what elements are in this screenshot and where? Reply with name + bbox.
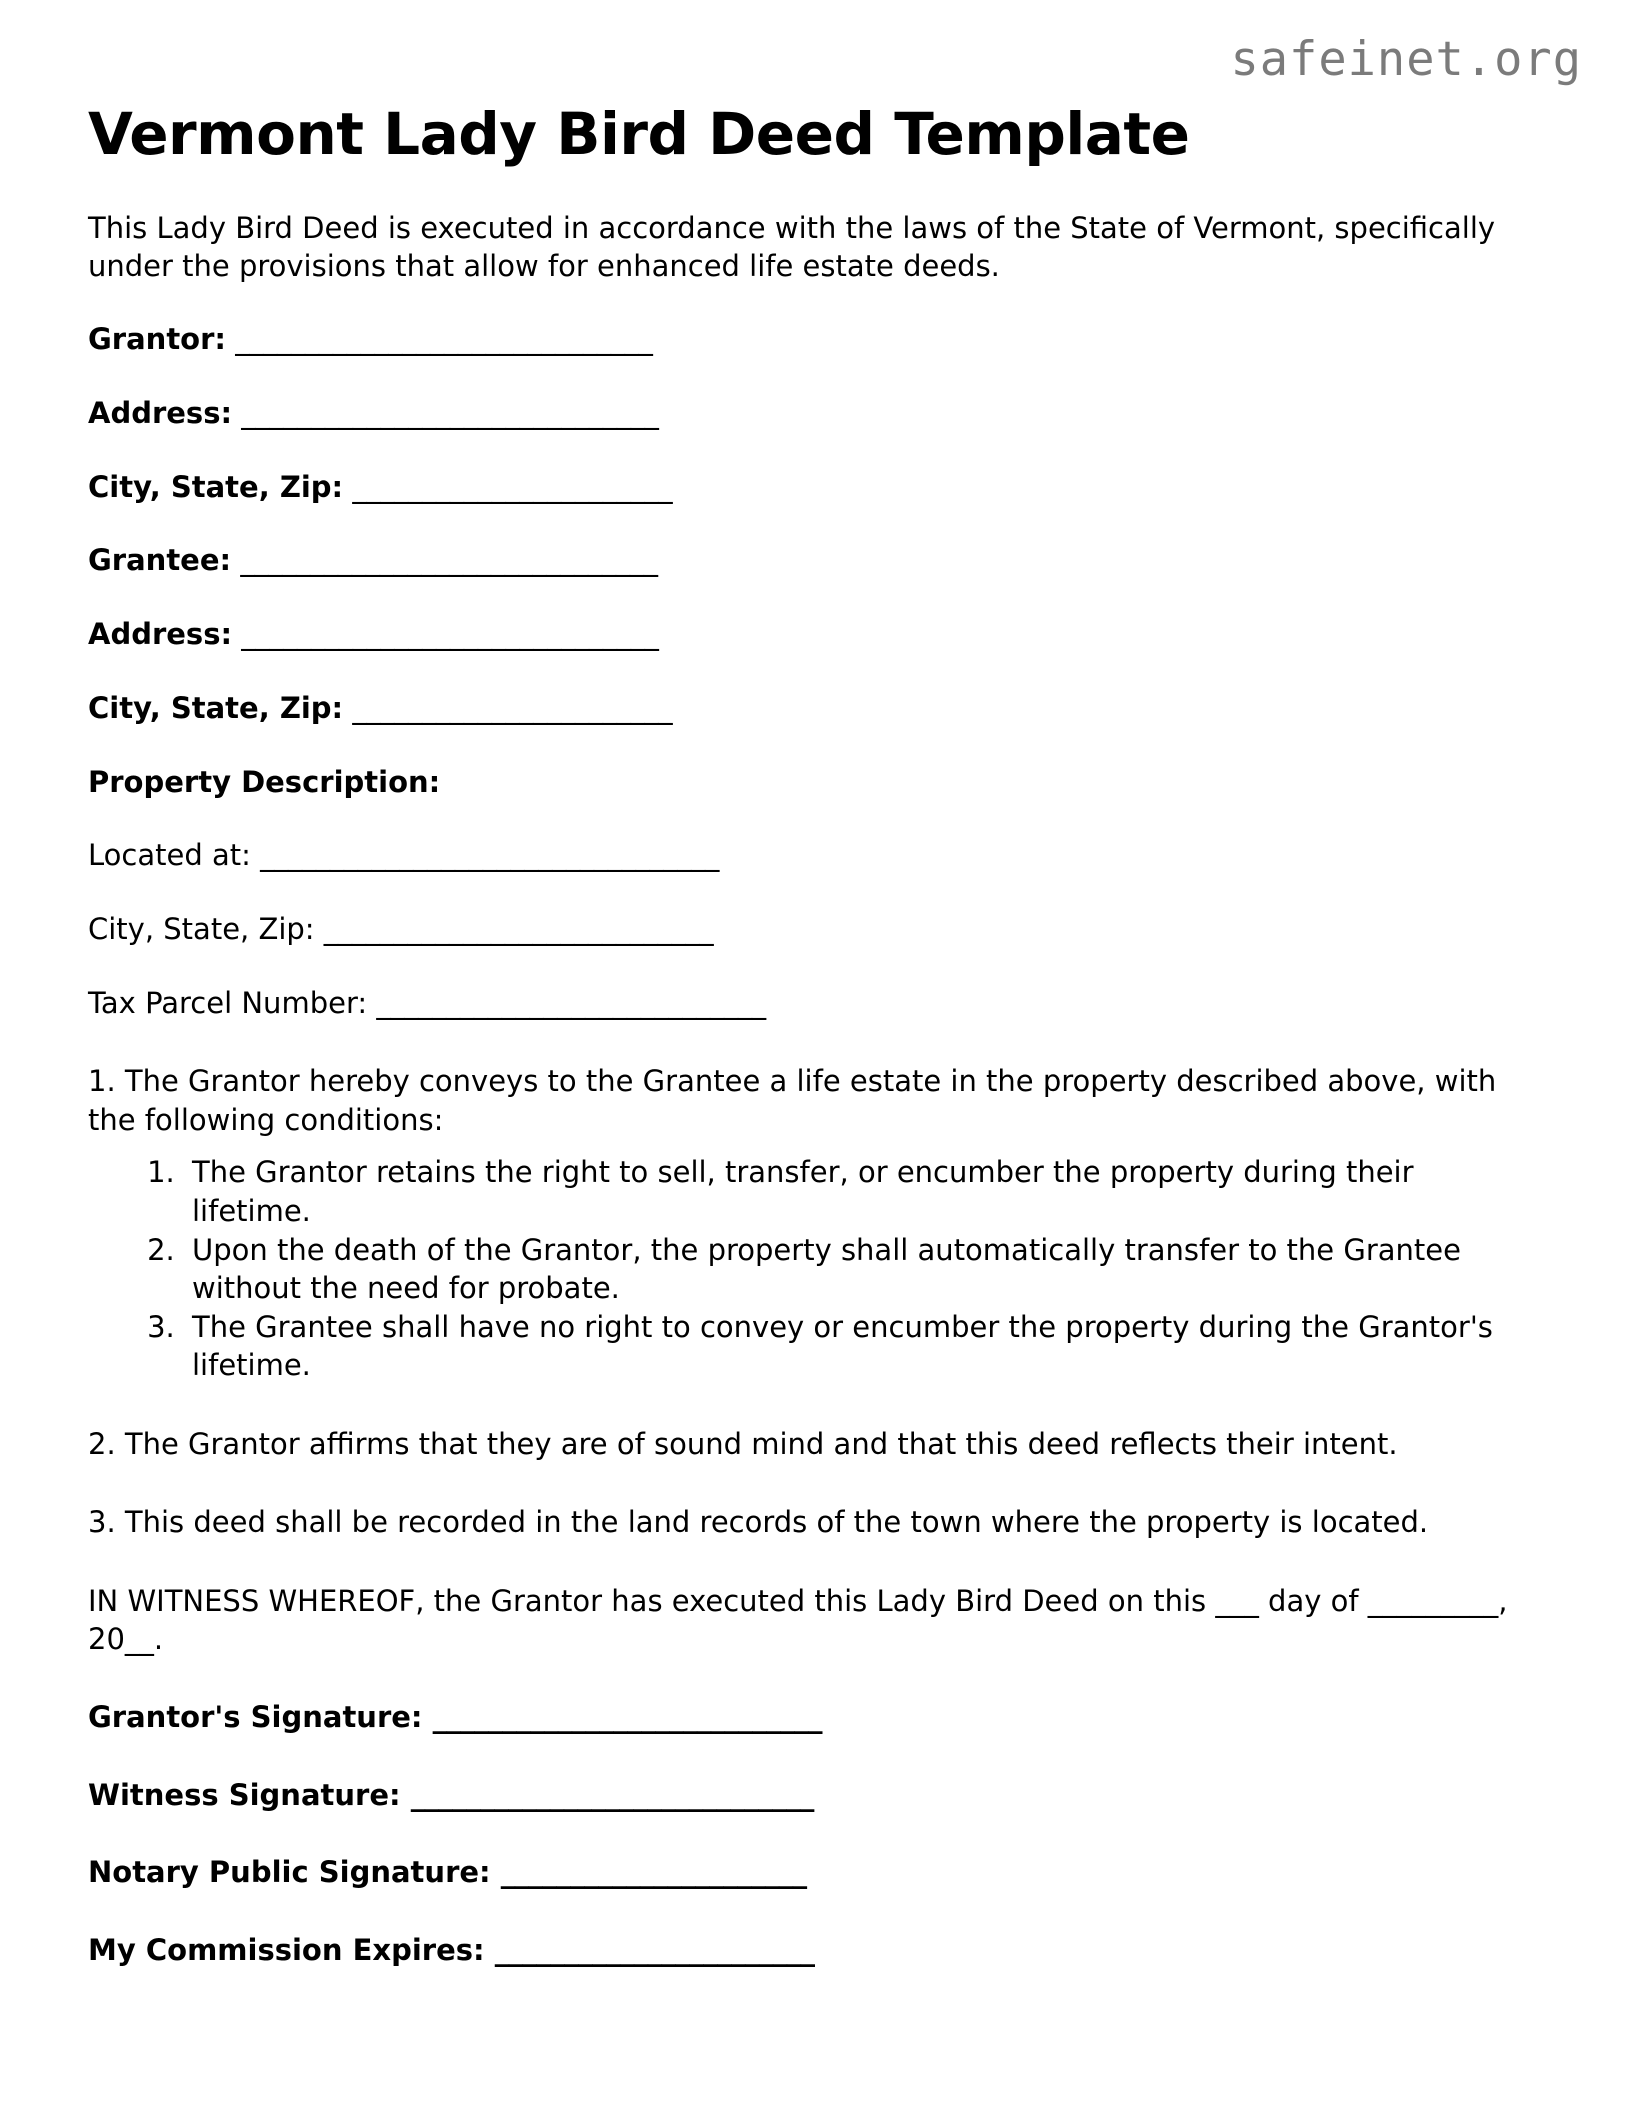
field-label-grantor-address: Address: — [88, 396, 233, 431]
field-label-grantor: Grantor: — [88, 322, 227, 357]
field-row-grantor-address — [88, 359, 1510, 433]
field-label-grantee: Grantee: — [88, 543, 232, 578]
intro-paragraph: This Lady Bird Deed is executed in accordance with the laws of the State of Vermont, specifically under the provisions that allow for enhanced life estate deeds. — [88, 210, 1496, 284]
field-blank-witness-signature[interactable]: _____________________________ — [410, 1777, 814, 1812]
field-label-grantee-address: Address: — [88, 617, 233, 652]
field-blank-grantee-address[interactable]: ______________________________ — [241, 617, 659, 652]
field-label-grantor-city-state-zip: City, State, Zip: — [88, 469, 344, 504]
field-label-tax-parcel-number: Tax Parcel Number: — [88, 985, 368, 1020]
field-row-witness-signature — [88, 1737, 1510, 1815]
property-description-heading: Property Description: — [88, 764, 441, 799]
field-blank-grantee[interactable]: ______________________________ — [240, 543, 658, 578]
field-blank-grantor-address[interactable]: ______________________________ — [241, 396, 659, 431]
list-item: 2. Upon the death of the Grantor, the property shall automatically transfer to the Grantee without the need for probate. — [184, 1231, 1510, 1308]
field-row-grantee-address — [88, 580, 1510, 654]
clause-1-conditions-list — [88, 1139, 1510, 1384]
field-row-grantor-signature — [88, 1659, 1510, 1737]
field-row-commission-expires — [88, 1892, 1510, 1970]
list-item: 1. The Grantor retains the right to sell, transfer, or encumber the property during their lifetime. — [184, 1153, 1510, 1230]
field-blank-grantor-signature[interactable]: ____________________________ — [432, 1700, 822, 1735]
field-blank-grantor-city-state-zip[interactable]: _______________________ — [352, 469, 673, 504]
field-label-located-at: Located at: — [88, 838, 251, 873]
field-label-notary-public-signature: Notary Public Signature: — [88, 1855, 491, 1890]
field-label-property-city-state-zip: City, State, Zip: — [88, 911, 315, 946]
field-row-grantee-city-state-zip — [88, 654, 1510, 728]
field-label-grantee-city-state-zip: City, State, Zip: — [88, 690, 344, 725]
field-row-notary-public-signature — [88, 1814, 1510, 1892]
field-row-tax-parcel-number — [88, 949, 1510, 1023]
clause-1-text: 1. The Grantor hereby conveys to the Grantee a life estate in the property described above, with the following conditions: — [88, 1064, 1497, 1137]
page-title: Vermont Lady Bird Deed Template — [88, 100, 1190, 168]
witness-paragraph: IN WITNESS WHEREOF, the Grantor has executed this Lady Bird Deed on this ___ day of _________, 20__. — [88, 1583, 1508, 1657]
field-row-property-city-state-zip — [88, 875, 1510, 949]
clause-3-text: 3. This deed shall be recorded in the land records of the town where the property is located. — [88, 1505, 1429, 1540]
field-blank-property-city-state-zip[interactable]: ____________________________ — [323, 911, 713, 946]
field-blank-commission-expires[interactable]: _______________________ — [494, 1933, 815, 1968]
field-row-grantor — [88, 285, 1510, 359]
field-blank-located-at[interactable]: _________________________________ — [260, 838, 719, 873]
field-label-commission-expires: My Commission Expires: — [88, 1933, 485, 1968]
field-label-grantor-signature: Grantor's Signature: — [88, 1700, 423, 1735]
field-blank-notary-public-signature[interactable]: ______________________ — [500, 1855, 807, 1890]
field-row-grantor-city-state-zip — [88, 433, 1510, 507]
field-row-located-at — [88, 801, 1510, 875]
site-watermark: safeinet.org — [1230, 32, 1582, 87]
field-label-witness-signature: Witness Signature: — [88, 1777, 401, 1812]
field-blank-tax-parcel-number[interactable]: ____________________________ — [376, 985, 766, 1020]
field-blank-grantee-city-state-zip[interactable]: _______________________ — [352, 690, 673, 725]
list-item: 3. The Grantee shall have no right to convey or encumber the property during the Grantor's lifetime. — [184, 1308, 1510, 1385]
clause-2-text: 2. The Grantor affirms that they are of sound mind and that this deed reflects their intent. — [88, 1426, 1398, 1461]
field-blank-grantor[interactable]: ______________________________ — [235, 322, 653, 357]
field-row-grantee — [88, 506, 1510, 580]
